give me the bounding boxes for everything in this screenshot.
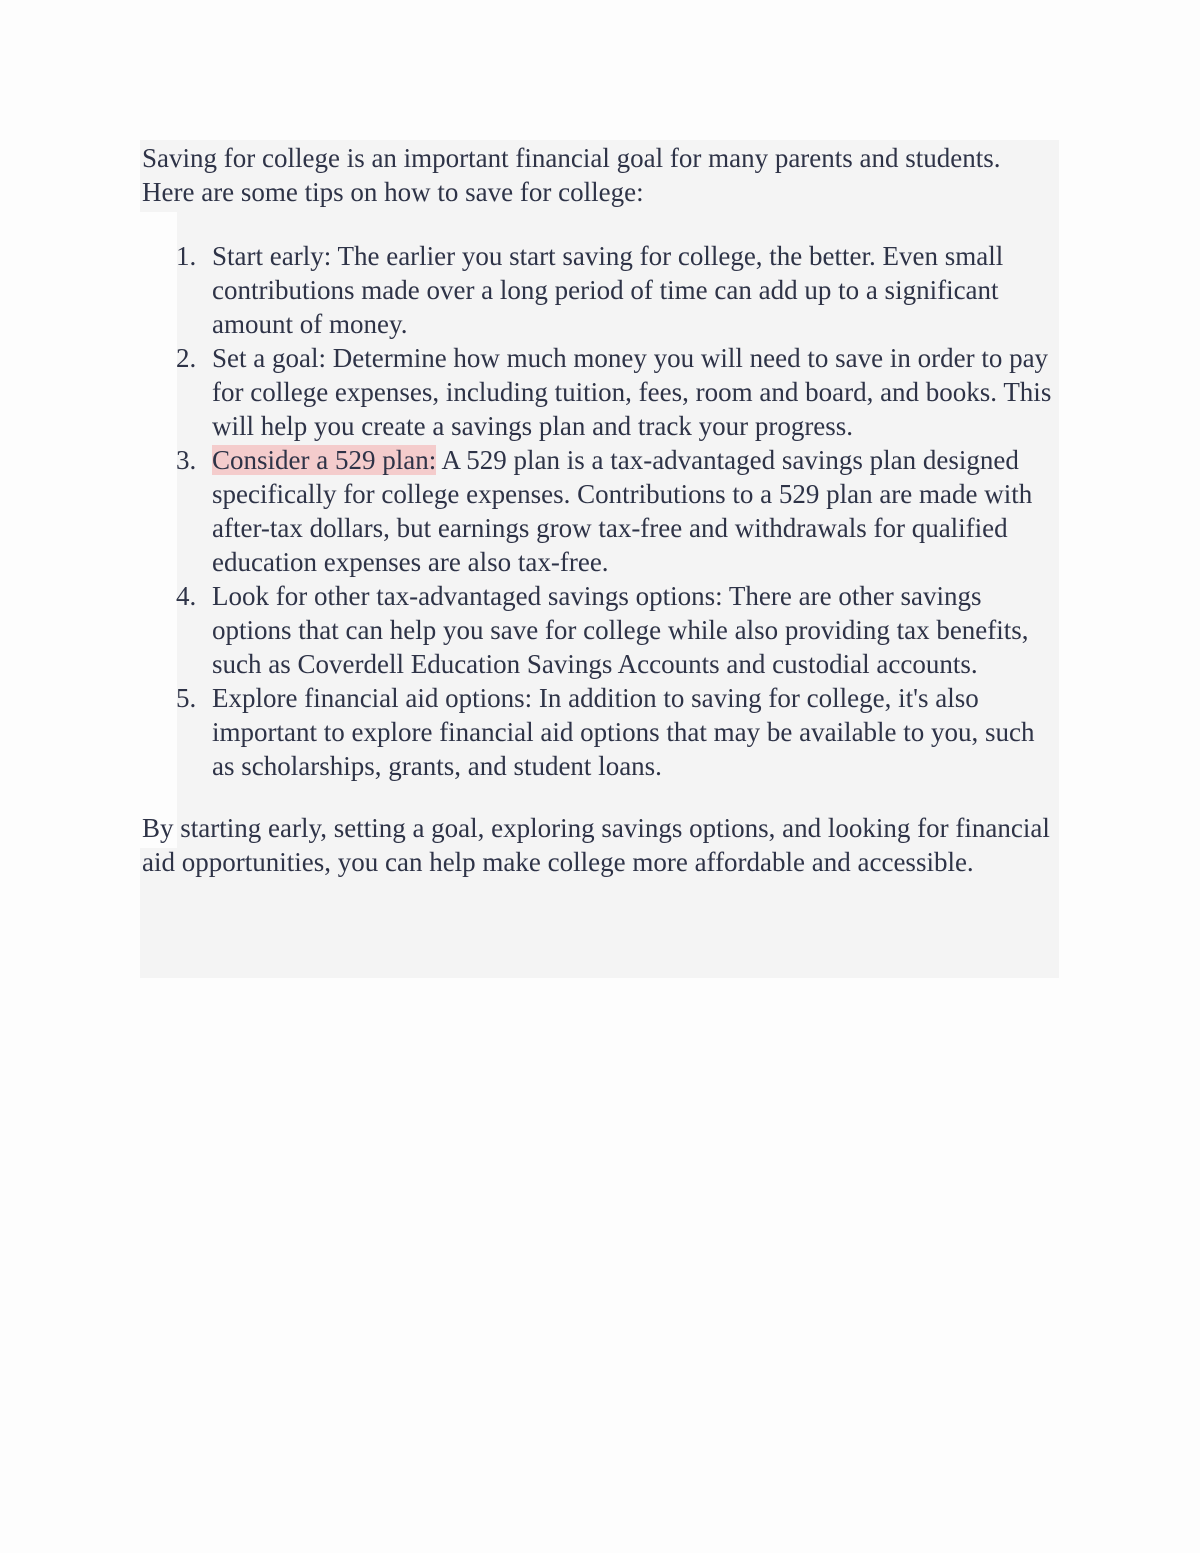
list-item xyxy=(142,443,1054,579)
tip-text: In addition to saving for college, it's also important to explore financial aid options that may be available to you, such as scholarships, grants, and student loans. xyxy=(212,683,1035,781)
list-item xyxy=(142,681,1054,783)
list-item xyxy=(142,579,1054,681)
tip-lead: Look for other tax-advantaged savings options: xyxy=(212,581,723,611)
list-item xyxy=(142,239,1054,341)
intro-paragraph: Saving for college is an important financial goal for many parents and students. Here are some tips on how to save for college: xyxy=(142,143,1001,207)
tip-text: Determine how much money you will need to save in order to pay for college expenses, including tuition, fees, room and board, and books. This will help you create a savings plan and track your progress. xyxy=(212,343,1052,441)
list-item xyxy=(142,341,1054,443)
highlighted-text[interactable]: Consider a 529 plan: xyxy=(212,445,437,475)
conclusion-paragraph: By starting early, setting a goal, exploring savings options, and looking for financial aid opportunities, you can help make college more affordable and accessible. xyxy=(142,813,1050,877)
list-number: 5. xyxy=(176,683,197,713)
tip-text: A 529 plan is a tax-advantaged savings plan designed specifically for college expenses. Contributions to a 529 plan are made with after-tax dollars, but earnings grow tax-free and withdrawals for qualified education expenses are also tax-free. xyxy=(212,445,1033,577)
list-number: 1. xyxy=(176,241,197,271)
tip-text: The earlier you start saving for college, the better. Even small contributions made over a long period of time can add up to a significant amount of money. xyxy=(212,241,1004,339)
tip-lead: Start early: xyxy=(212,241,332,271)
list-number: 2. xyxy=(176,343,197,373)
tip-lead: Set a goal: xyxy=(212,343,326,373)
tips-list xyxy=(142,239,1054,783)
tip-lead: Explore financial aid options: xyxy=(212,683,533,713)
document-body xyxy=(142,141,1054,879)
list-number: 4. xyxy=(176,581,197,611)
list-number: 3. xyxy=(176,445,197,475)
tip-text: There are other savings options that can help you save for college while also providing tax benefits, such as Coverdell Education Savings Accounts and custodial accounts. xyxy=(212,581,1029,679)
